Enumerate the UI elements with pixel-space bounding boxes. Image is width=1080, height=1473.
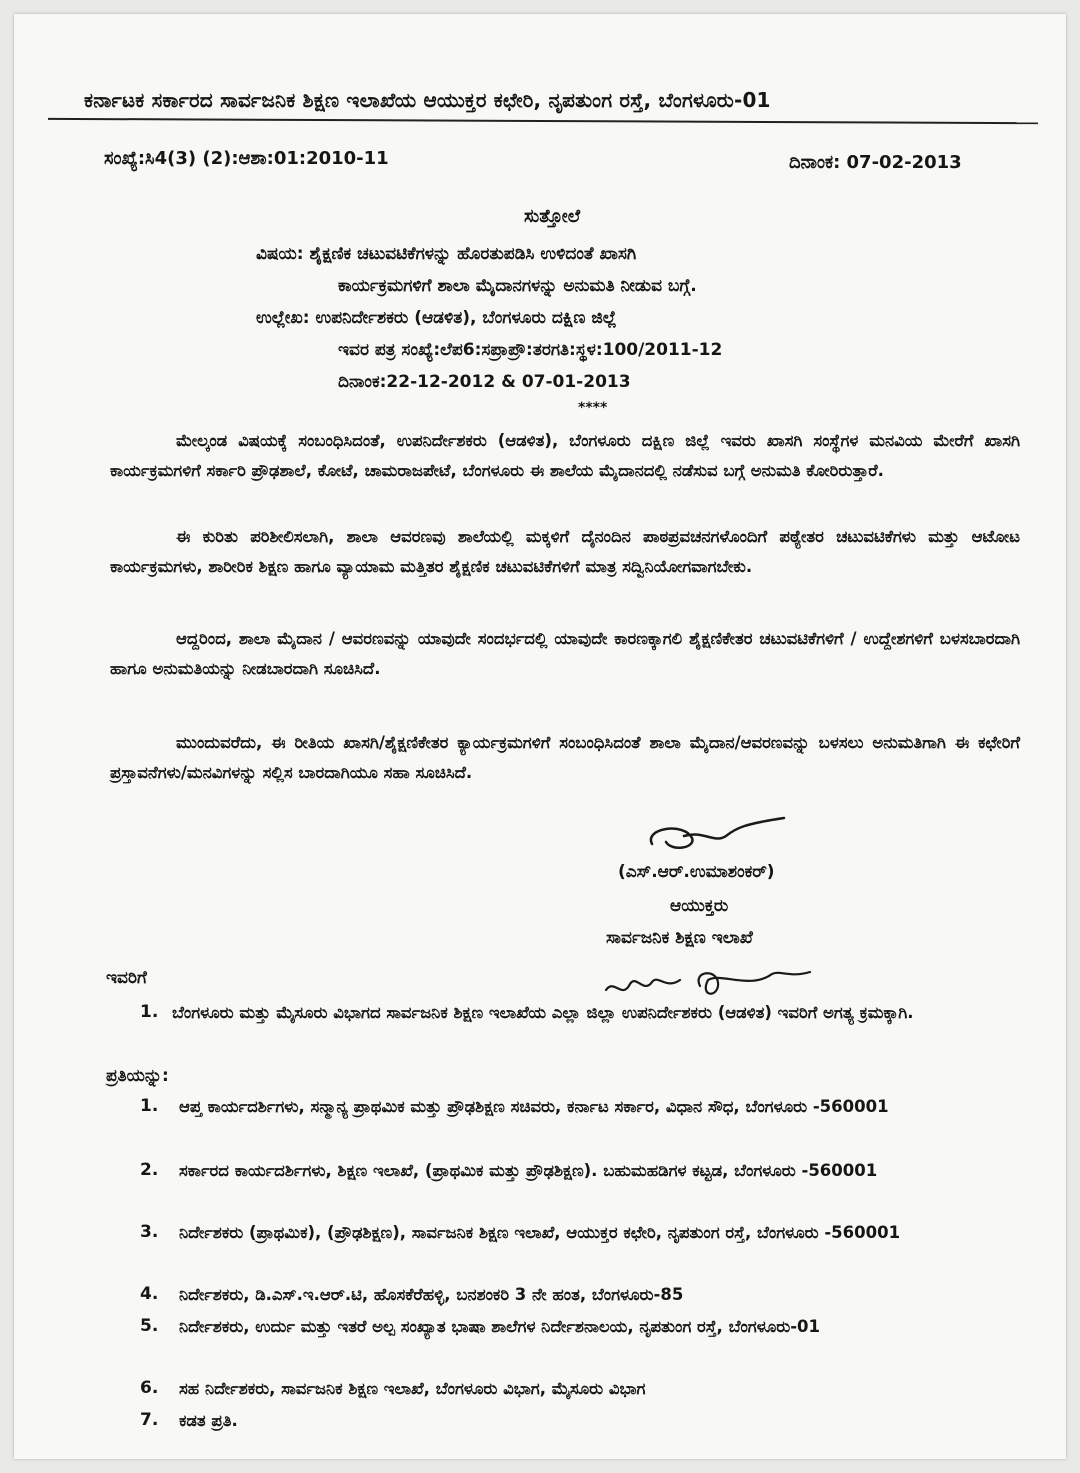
copy-item-number: 3. xyxy=(140,1222,159,1242)
copy-item-text: ಸರ್ಕಾರದ ಕಾರ್ಯದರ್ಶಿಗಳು, ಶಿಕ್ಷಣ ಇಲಾಖೆ, (ಪ್ರಾಥಮಿಕ ಮತ್ತು ಪ್ರೌಢಶಿಕ್ಷಣ). ಬಹುಮಹಡಿಗಳ ಕಟ್ಟಡ, ಬೆಂಗಳೂರು -560001 xyxy=(179,1161,878,1180)
signatory-department: ಸಾರ್ವಜನಿಕ ಶಿಕ್ಷಣ ಇಲಾಖೆ xyxy=(606,928,753,948)
copy-item-text: ನಿರ್ದೇಶಕರು (ಪ್ರಾಥಮಿಕ), (ಪ್ರೌಢಶಿಕ್ಷಣ), ಸಾರ್ವಜನಿಕ ಶಿಕ್ಷಣ ಇಲಾಖೆ, ಆಯುಕ್ತರ ಕಛೇರಿ, ನೃಪತುಂಗ ರಸ್ತೆ, ಬೆಂಗಳೂರು -560001 xyxy=(179,1223,901,1242)
copy-item-number: 4. xyxy=(140,1284,159,1304)
copy-item-text: ನಿರ್ದೇಶಕರು, ಡಿ.ಎಸ್.ಇ.ಆರ್.ಟಿ, ಹೊಸಕೆರೆಹಳ್ಳಿ, ಬನಶಂಕರಿ 3 ನೇ ಹಂತ, ಬೆಂಗಳೂರು-85 xyxy=(179,1285,684,1304)
recipients-heading: ಇವರಿಗೆ xyxy=(106,968,147,988)
reference-letter-number: ಇವರ ಪತ್ರ ಸಂಖ್ಯೆ:ಲೆಪ6:ಸಪ್ರಾಪ್ರೌ:ತರಗತಿ:ಸ್ಥಳ:100/2011-12 xyxy=(338,340,723,360)
document-page xyxy=(14,14,1066,1459)
copy-item-text: ನಿರ್ದೇಶಕರು, ಉರ್ದು ಮತ್ತು ಇತರೆ ಅಲ್ಪ ಸಂಖ್ಯಾತ ಭಾಷಾ ಶಾಲೆಗಳ ನಿರ್ದೇಶನಾಲಯ, ನೃಪತುಂಗ ರಸ್ತೆ, ಬೆಂಗಳೂರು-01 xyxy=(179,1317,821,1336)
reference-number: ಸಂಖ್ಯೆ:ಸಿ4(3) (2):ಆಶಾ:01:2010-11 xyxy=(104,148,389,169)
body-paragraph-4: ಮುಂದುವರೆದು, ಈ ರೀತಿಯ ಖಾಸಗಿ/ಶೈಕ್ಷಣಿಕೇತರ ಕ್ಯಾರ್ಯಕ್ರಮಗಳಿಗೆ ಸಂಬಂಧಿಸಿದಂತೆ ಶಾಲಾ ಮೈದಾನ/ಆವರಣವನ್ನು ಬಳಸಲು ಅನುಮತಿಗಾಗಿ ಈ ಕಛೇರಿಗೆ ಪ್ರಸ್ತಾವನೆಗಳು/ಮನವಿಗಳನ್ನು ಸಲ್ಲಿಸ ಬಾರದಾಗಿಯೂ ಸಹಾ ಸೂಚಿಸಿದೆ. xyxy=(110,733,1020,782)
subject-line: ವಿಷಯ: ಶೈಕ್ಷಣಿಕ ಚಟುವಟಿಕೆಗಳನ್ನು ಹೊರತುಪಡಿಸಿ ಉಳಿದಂತೆ ಖಾಸಗಿ xyxy=(256,244,637,264)
body-paragraph-2: ಈ ಕುರಿತು ಪರಿಶೀಲಿಸಲಾಗಿ, ಶಾಲಾ ಆವರಣವು ಶಾಲೆಯಲ್ಲಿ ಮಕ್ಕಳಿಗೆ ದೈನಂದಿನ ಪಾಠಪ್ರವಚನಗಳೊಂದಿಗೆ ಪಠ್ಯೇತರ ಚಟುವಟಿಕೆಗಳು ಮತ್ತು ಆಟೋಟ ಕಾರ್ಯಕ್ರಮಗಳು, ಶಾರೀರಿಕ ಶಿಕ್ಷಣ ಹಾಗೂ ವ್ಯಾಯಾಮ ಮತ್ತಿತರ ಶೈಕ್ಷಣಿಕ ಚಟುವಟಿಕೆಗಳಿಗೆ ಮಾತ್ರ ಸದ್ವಿನಿಯೋಗವಾಗಬೇಕು. xyxy=(110,527,1020,576)
reference-line: ಉಲ್ಲೇಖ: ಉಪನಿರ್ದೇಶಕರು (ಆಡಳಿತ), ಬೆಂಗಳೂರು ದಕ್ಷಿಣ ಜಿಲ್ಲೆ xyxy=(256,308,617,328)
signatory-name: (ಎಸ್.ಆರ್.ಉಮಾಶಂಕರ್) xyxy=(618,862,775,882)
header-divider xyxy=(48,118,1038,124)
copy-item-number: 2. xyxy=(140,1160,159,1180)
subject-line-cont: ಕಾರ್ಯಕ್ರಮಗಳಿಗೆ ಶಾಲಾ ಮೈದಾನಗಳನ್ನು ಅನುಮತಿ ನೀಡುವ ಬಗ್ಗೆ. xyxy=(338,276,697,296)
document-type-heading: ಸುತ್ತೋಲೆ xyxy=(524,206,581,227)
office-header-title: ಕರ್ನಾಟಕ ಸರ್ಕಾರದ ಸಾರ್ವಜನಿಕ ಶಿಕ್ಷಣ ಇಲಾಖೆಯ ಆಯುಕ್ತರ ಕಛೇರಿ, ನೃಪತುಂಗ ರಸ್ತೆ, ಬೆಂಗಳೂರು-01 xyxy=(84,88,771,112)
recipient-number: 1. xyxy=(140,1002,159,1022)
body-paragraph-1: ಮೇಲ್ಕಂಡ ವಿಷಯಕ್ಕೆ ಸಂಬಂಧಿಸಿದಂತೆ, ಉಪನಿರ್ದೇಶಕರು (ಆಡಳಿತ), ಬೆಂಗಳೂರು ದಕ್ಷಿಣ ಜಿಲ್ಲೆ ಇವರು ಖಾಸಗಿ ಸಂಸ್ಥೆಗಳ ಮನವಿಯ ಮೇರೆಗೆ ಖಾಸಗಿ ಕಾರ್ಯಕ್ರಮಗಳಿಗೆ ಸರ್ಕಾರಿ ಪ್ರೌಢಶಾಲೆ, ಕೋಟೆ, ಚಾಮರಾಜಪೇಟೆ, ಬೆಂಗಳೂರು ಈ ಶಾಲೆಯ ಮೈದಾನದಲ್ಲಿ ನಡೆಸುವ ಬಗ್ಗೆ ಅನುಮತಿ ಕೋರಿರುತ್ತಾರೆ. xyxy=(110,431,1020,480)
reference-letter-dates: ದಿನಾಂಕ:22-12-2012 & 07-01-2013 xyxy=(338,372,631,392)
copy-item-text: ಕಡತ ಪ್ರತಿ. xyxy=(179,1411,238,1430)
copy-item-number: 5. xyxy=(140,1316,159,1336)
circular-date: ದಿನಾಂಕ: 07-02-2013 xyxy=(789,152,962,173)
copy-item-text: ಸಹ ನಿರ್ದೇಶಕರು, ಸಾರ್ವಜನಿಕ ಶಿಕ್ಷಣ ಇಲಾಖೆ, ಬೆಂಗಳೂರು ವಿಭಾಗ, ಮೈಸೂರು ವಿಭಾಗ xyxy=(179,1379,646,1398)
copies-heading: ಪ್ರತಿಯನ್ನು: xyxy=(106,1066,169,1086)
commissioner-signature-graphic xyxy=(644,814,794,864)
copy-item-number: 6. xyxy=(140,1378,159,1398)
section-separator: **** xyxy=(578,400,608,416)
recipient-text: ಬೆಂಗಳೂರು ಮತ್ತು ಮೈಸೂರು ವಿಭಾಗದ ಸಾರ್ವಜನಿಕ ಶಿಕ್ಷಣ ಇಲಾಖೆಯ ಎಲ್ಲಾ ಜಿಲ್ಲಾ ಉಪನಿರ್ದೇಶಕರು (ಆಡಳಿತ) ಇವರಿಗೆ ಅಗತ್ಯ ಕ್ರಮಕ್ಕಾಗಿ. xyxy=(172,1003,914,1022)
signatory-designation: ಆಯುಕ್ತರು xyxy=(670,896,729,916)
copy-item-number: 1. xyxy=(140,1096,159,1116)
copy-item-text: ಆಪ್ತ ಕಾರ್ಯದರ್ಶಿಗಳು, ಸನ್ಮಾನ್ಯ ಪ್ರಾಥಮಿಕ ಮತ್ತು ಪ್ರೌಢಶಿಕ್ಷಣ ಸಚಿವರು, ಕರ್ನಾಟ ಸರ್ಕಾರ, ವಿಧಾನ ಸೌಧ, ಬೆಂಗಳೂರು -560001 xyxy=(179,1097,889,1116)
copy-item-number: 7. xyxy=(140,1410,159,1430)
body-paragraph-3: ಆದ್ದರಿಂದ, ಶಾಲಾ ಮೈದಾನ / ಆವರಣವನ್ನು ಯಾವುದೇ ಸಂದರ್ಭದಲ್ಲಿ ಯಾವುದೇ ಕಾರಣಕ್ಕಾಗಲಿ ಶೈಕ್ಷಣಿಕೇತರ ಚಟುವಟಿಕೆಗಳಿಗೆ / ಉದ್ದೇಶಗಳಿಗೆ ಬಳಸಬಾರದಾಗಿ ಹಾಗೂ ಅನುಮತಿಯನ್ನು ನೀಡಬಾರದಾಗಿ ಸೂಚಿಸಿದೆ. xyxy=(110,629,1020,678)
